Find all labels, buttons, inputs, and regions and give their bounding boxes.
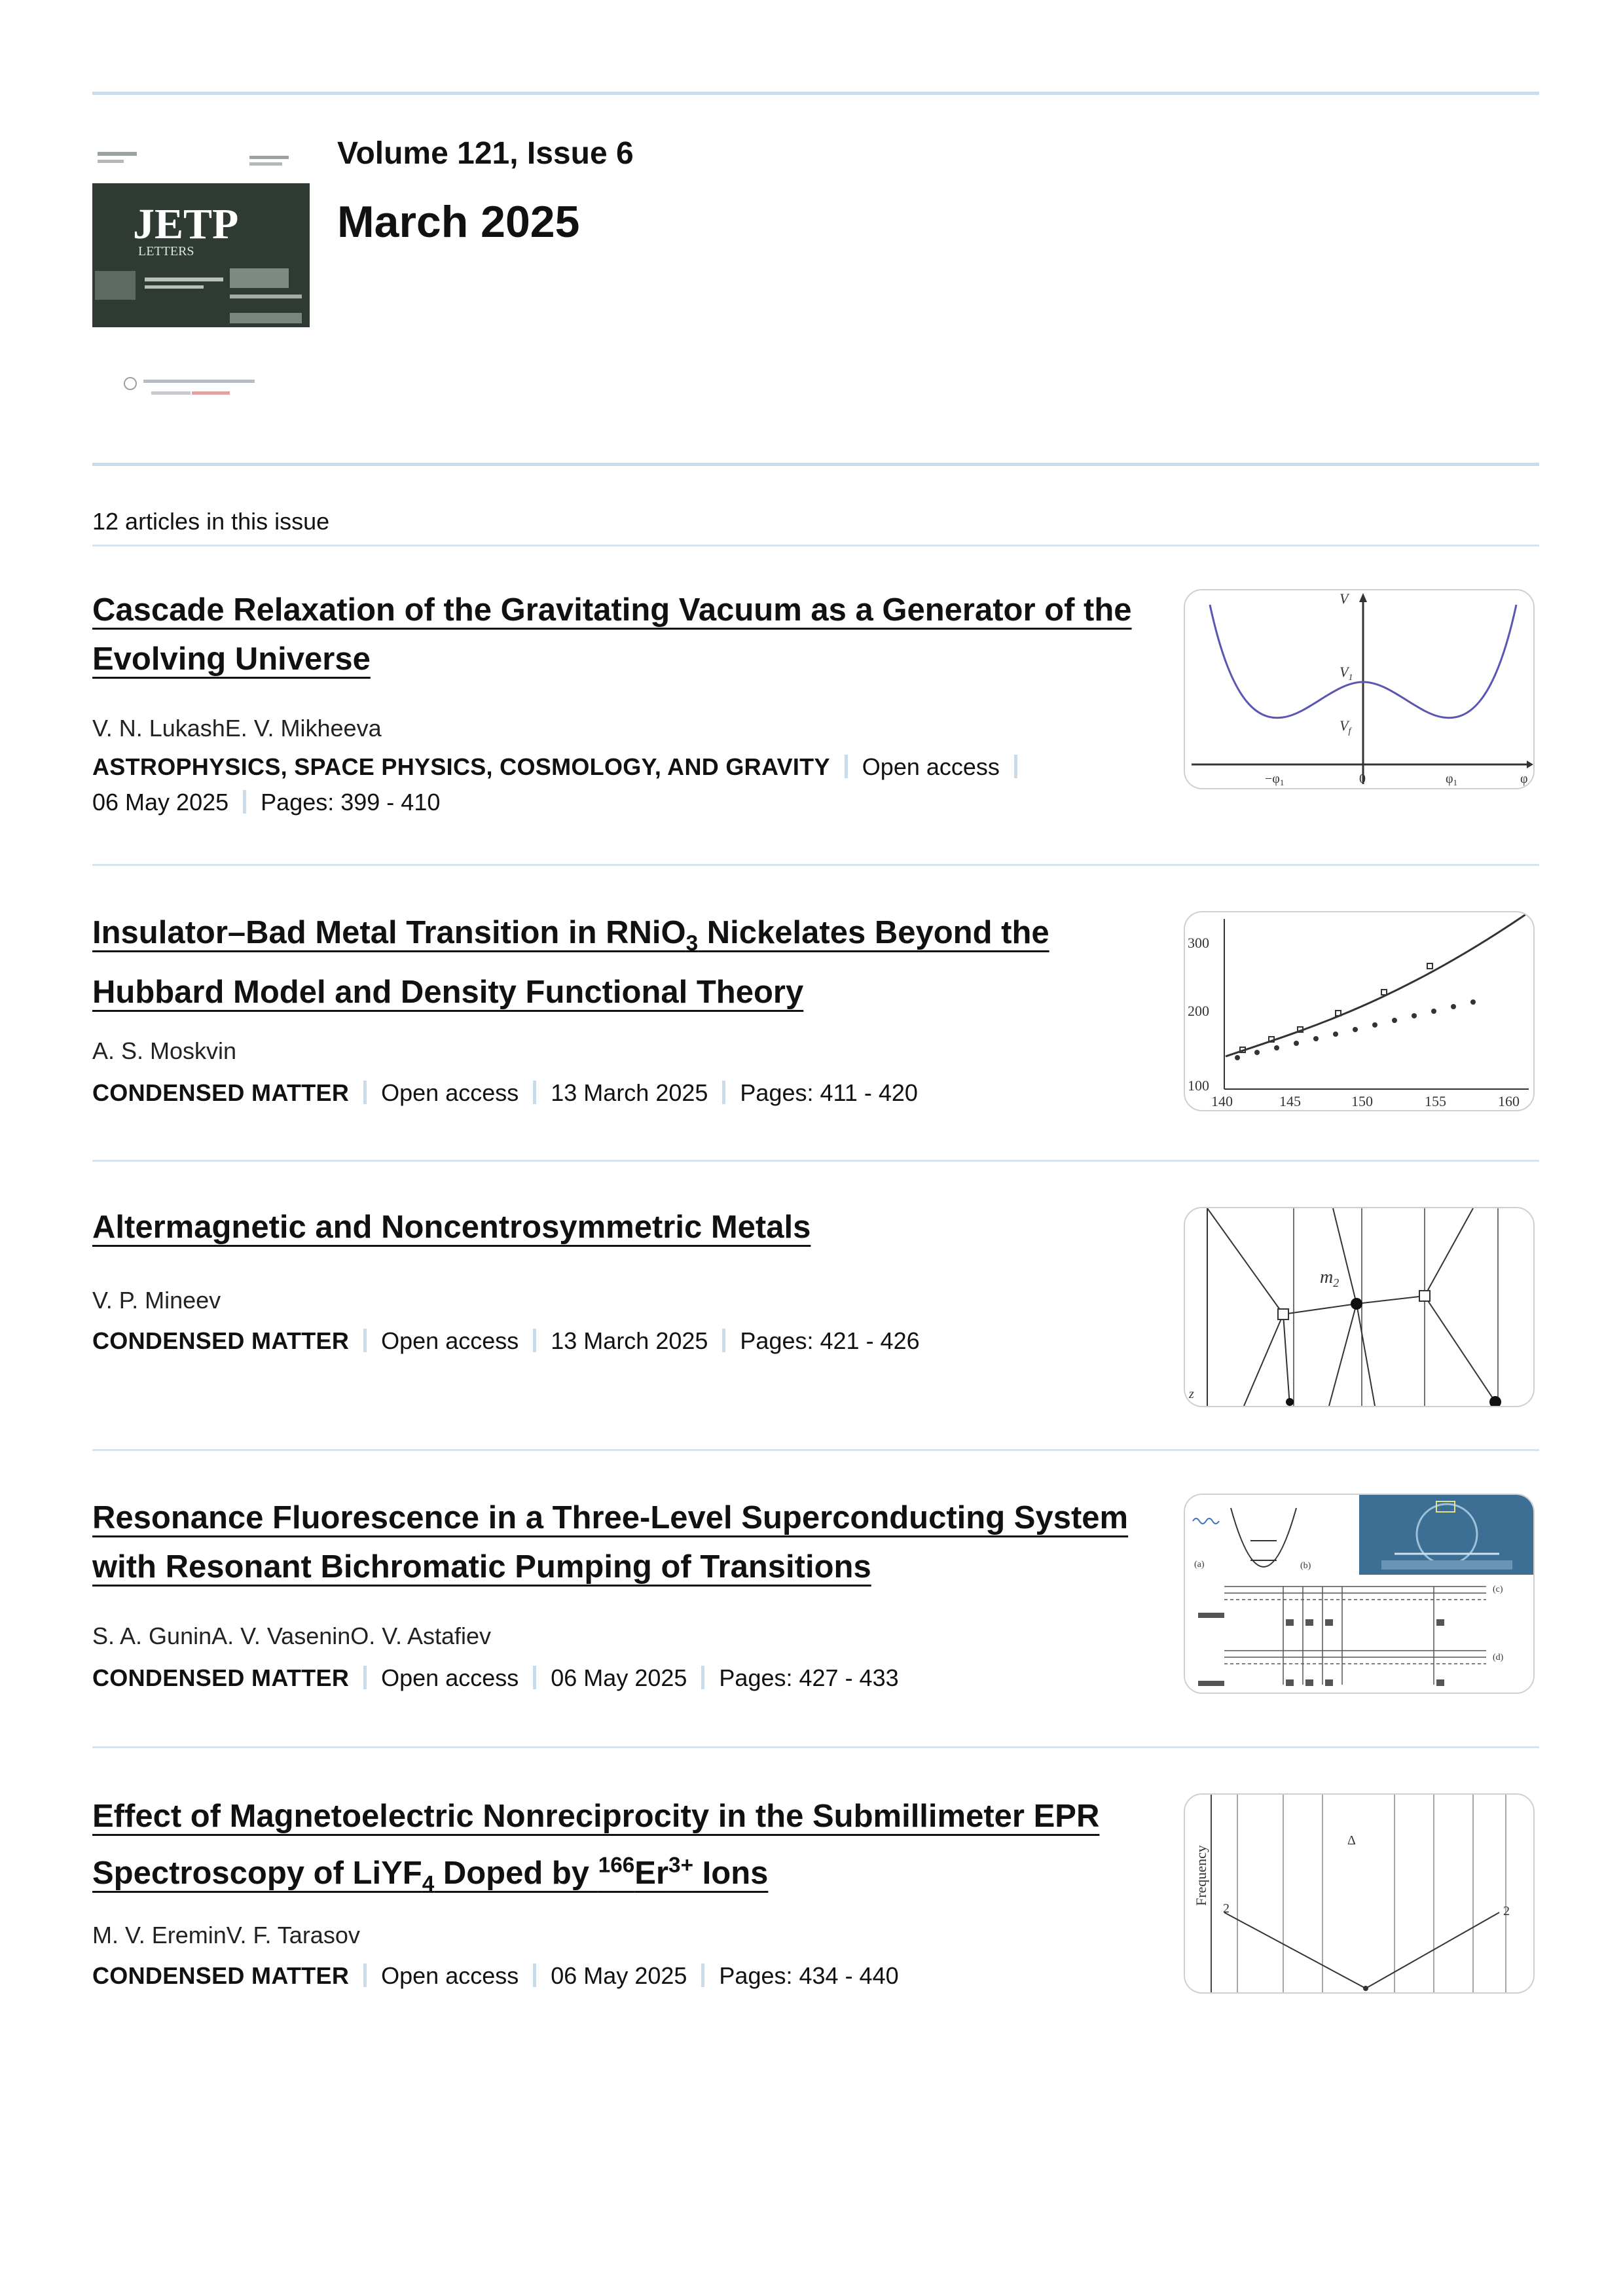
journal-cover-image[interactable] (92, 140, 310, 428)
article-pages: Pages: 421 - 426 (740, 1327, 920, 1354)
article-authors: M. V. EreminV. F. Tarasov (92, 1922, 360, 1948)
article-meta (92, 749, 1166, 820)
thumb-v1-label: $V_1$ (1340, 664, 1353, 683)
meta-separator (533, 1329, 536, 1352)
article-category: CONDENSED MATTER (92, 1962, 350, 1989)
article-category: CONDENSED MATTER (92, 1079, 350, 1106)
article-authors: A. S. Moskvin (92, 1037, 237, 1064)
thumb-y-label: V (1340, 590, 1349, 607)
cover-title: JETP (133, 200, 239, 248)
thumb-y-tick: 100 (1188, 1077, 1209, 1094)
thumb-label-c: (c) (1493, 1585, 1503, 1594)
thumb-x-mid: 0 (1359, 772, 1366, 786)
meta-separator (722, 1329, 725, 1352)
meta-separator (533, 1964, 536, 1987)
article-item (92, 908, 1539, 1151)
access-badge: Open access (381, 1664, 519, 1691)
access-badge: Open access (381, 1327, 519, 1354)
article-category: CONDENSED MATTER (92, 1664, 350, 1691)
access-badge: Open access (381, 1962, 519, 1989)
article-divider (92, 1449, 1539, 1451)
meta-separator (701, 1666, 704, 1689)
meta-separator (363, 1081, 367, 1104)
article-authors: V. N. LukashE. V. Mikheeva (92, 715, 382, 742)
article-item (92, 1494, 1539, 1742)
thumb-left-label: 2 (1223, 1901, 1230, 1916)
article-thumbnail[interactable] (1184, 911, 1535, 1111)
thumb-side-label: z (1189, 1387, 1194, 1401)
cover-subtitle: LETTERS (138, 244, 194, 259)
publication-date: 13 March 2025 (551, 1079, 708, 1106)
meta-separator (363, 1964, 367, 1987)
article-count: 12 articles in this issue (92, 508, 330, 535)
article-meta (92, 1958, 1166, 1994)
article-pages: Pages: 434 - 440 (719, 1962, 899, 1989)
thumb-x-tick: 145 (1279, 1093, 1301, 1109)
article-divider (92, 1746, 1539, 1748)
header-divider (92, 463, 1539, 466)
article-title-link[interactable]: Cascade Relaxation of the Gravitating Vacuum as a Generator of the Evolving Universe (92, 592, 1132, 677)
article-pages: Pages: 427 - 433 (719, 1664, 899, 1691)
thumb-y-label: Frequency (1193, 1845, 1209, 1906)
meta-separator (533, 1081, 536, 1104)
article-title-link[interactable]: Resonance Fluorescence in a Three-Level Superconducting System with Resonant Bichromatic Pumping of Transitions (92, 1500, 1129, 1585)
article-divider (92, 1160, 1539, 1162)
article-authors: S. A. GuninA. V. VaseninO. V. Astafiev (92, 1623, 492, 1649)
meta-separator (1014, 755, 1017, 778)
thumb-x-tick: 155 (1425, 1093, 1446, 1109)
thumb-label-a: (a) (1194, 1560, 1205, 1570)
article-authors: V. P. Mineev (92, 1287, 221, 1314)
thumb-label-b: (b) (1300, 1561, 1311, 1571)
article-item (92, 1792, 1539, 2041)
article-meta (92, 1323, 1166, 1359)
volume-issue: Volume 121, Issue 6 (337, 136, 634, 171)
article-item (92, 1203, 1539, 1419)
list-divider (92, 545, 1539, 547)
thumb-x-tick: 160 (1498, 1093, 1520, 1109)
article-title-link[interactable]: Effect of Magnetoelectric Nonreciprocity in the Submillimeter EPR Spectroscopy of LiYF$_4$ Doped by $^{166}Er^{3+}$ Ions (92, 1799, 1100, 1897)
access-badge: Open access (381, 1079, 519, 1106)
publication-date: 06 May 2025 (551, 1962, 687, 1989)
meta-separator (533, 1666, 536, 1689)
thumb-y-tick: 200 (1188, 1003, 1209, 1019)
article-title-link[interactable]: Altermagnetic and Noncentrosymmetric Metals (92, 1210, 811, 1245)
article-category: CONDENSED MATTER (92, 1327, 350, 1354)
article-meta (92, 1075, 1166, 1111)
thumb-x-left: $-\varphi_1$ (1265, 772, 1285, 787)
article-thumbnail[interactable] (1184, 1793, 1535, 1994)
thumb-x-end: φ (1520, 772, 1528, 786)
thumb-y-tick: 300 (1188, 935, 1209, 951)
article-thumbnail[interactable] (1184, 589, 1535, 789)
meta-separator (243, 790, 246, 814)
article-thumbnail[interactable] (1184, 1494, 1535, 1694)
thumb-label: $m_2$ (1320, 1267, 1340, 1289)
issue-date: March 2025 (337, 197, 580, 247)
thumb-right-label: 2 (1503, 1904, 1510, 1918)
article-divider (92, 864, 1539, 866)
access-badge: Open access (862, 753, 1000, 780)
meta-separator (363, 1666, 367, 1689)
article-pages: Pages: 411 - 420 (740, 1079, 918, 1106)
publication-date: 13 March 2025 (551, 1327, 708, 1354)
meta-separator (845, 755, 848, 778)
thumb-x-right: $\varphi_1$ (1446, 772, 1458, 787)
article-meta (92, 1660, 1166, 1696)
thumb-top-label: Δ (1347, 1833, 1356, 1848)
meta-separator (363, 1329, 367, 1352)
article-item (92, 586, 1539, 841)
publication-date: 06 May 2025 (92, 789, 229, 816)
thumb-vf-label: $V_f$ (1340, 717, 1351, 736)
article-category: ASTROPHYSICS, SPACE PHYSICS, COSMOLOGY, AND GRAVITY (92, 753, 830, 780)
article-thumbnail[interactable] (1184, 1207, 1535, 1407)
meta-separator (701, 1964, 704, 1987)
thumb-x-tick: 150 (1351, 1093, 1373, 1109)
publication-date: 06 May 2025 (551, 1664, 687, 1691)
article-title-link[interactable]: Insulator–Bad Metal Transition in RNiO$_3$ Nickelates Beyond the Hubbard Model and Density Functional Theory (92, 915, 1049, 1010)
article-pages: Pages: 399 - 410 (261, 789, 441, 816)
thumb-label-d: (d) (1493, 1653, 1504, 1662)
top-divider (92, 92, 1539, 95)
meta-separator (722, 1081, 725, 1104)
thumb-x-tick: 140 (1211, 1093, 1233, 1109)
